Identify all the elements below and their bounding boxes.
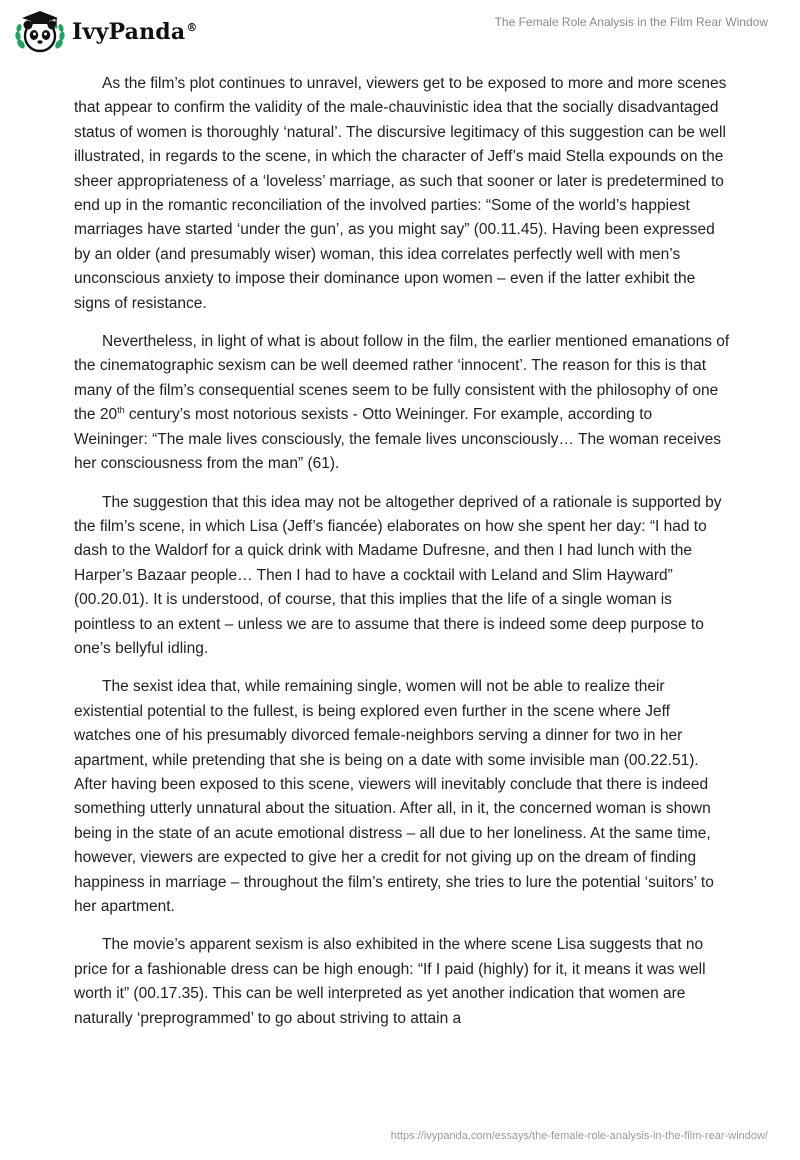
essay-body	[74, 72, 730, 1045]
paragraph-5: The movie’s apparent sexism is also exhibited in the where scene Lisa suggests that no price for a fashionable dress can be high enough: “If I paid (highly) for it, it means it was well worth it” (00.17.35). This can be well interpreted as yet another indication that women are naturally ‘preprogrammed’ to go about striving to attain a	[74, 936, 706, 1027]
source-url[interactable]: https://ivypanda.com/essays/the-female-role-analysis-in-the-film-rear-window/	[390, 1130, 768, 1142]
panda-graduate-icon	[14, 8, 66, 56]
paragraph-1: As the film’s plot continues to unravel, viewers get to be exposed to more and more scenes that appear to confirm the validity of the male-chauvinistic idea that the socially disadvantaged status of women is thoroughly ‘natural’. The discursive legitimacy of this suggestion can be well illustrated, in regards to the scene, in which the character of Jeff’s maid Stella expounds on the sheer appropriateness of a ‘loveless’ marriage, as such that sooner or later is predetermined to end up in the romantic reconciliation of the involved parties: “Some of the world’s happiest marriages have started ‘under the gun’, as you might say” (00.11.45). Having been expressed by an older (and presumably wiser) woman, this idea correlates perfectly well with men’s unconscious anxiety to impose their dominance upon women – even if the latter exhibit the signs of resistance.	[74, 75, 727, 312]
ordinal-suffix: th	[117, 405, 125, 416]
document-title: The Female Role Analysis in the Film Rear Window	[494, 15, 768, 29]
ivypanda-logo[interactable]	[14, 8, 198, 56]
brand-name: IvyPanda®	[72, 19, 198, 45]
paragraph-3: The suggestion that this idea may not be altogether deprived of a rationale is supported by the film’s scene, in which Lisa (Jeff’s fiancée) elaborates on how she spent her day: “I had to dash to the Waldorf for a quick drink with Madame Dufresne, and then I had lunch with the Harper’s Bazaar people… Then I had to have a cocktail with Leland and Slim Hayward” (00.20.01). It is understood, of course, that this implies that the life of a single woman is pointless to an extent – unless we are to assume that there is indeed some deep purpose to one’s bellyful idling.	[74, 493, 722, 657]
paragraph-2: Nevertheless, in light of what is about follow in the film, the earlier mentioned emanations of the cinematographic sexism can be well deemed rather ‘innocent’. The reason for this is that many of the film’s consequential scenes seem to be fully consistent with the philosophy of one the 20th century’s most notorious sexists - Otto Weininger. For example, according to Weininger: “The male lives consciously, the female lives unconsciously… The woman receives her consciousness from the man” (61).	[74, 333, 730, 473]
paragraph-4: The sexist idea that, while remaining single, women will not be able to realize their existential potential to the fullest, is being explored even further in the scene where Jeff watches one of his presumably divorced female-neighbors serving a dinner for two in her apartment, while pretending that she is being on a date with some invisible man (00.22.51). After having been exposed to this scene, viewers will inevitably conclude that there is indeed something utterly unnatural about the situation. After all, in it, the concerned woman is shown being in the state of an acute emotional distress – all due to her loneliness. At the same time, however, viewers are expected to give her a credit for not giving up on the dream of finding happiness in marriage – throughout the film’s entirety, she tries to lure the potential ‘suitors’ to her apartment.	[74, 678, 714, 915]
page-header	[0, 0, 800, 64]
